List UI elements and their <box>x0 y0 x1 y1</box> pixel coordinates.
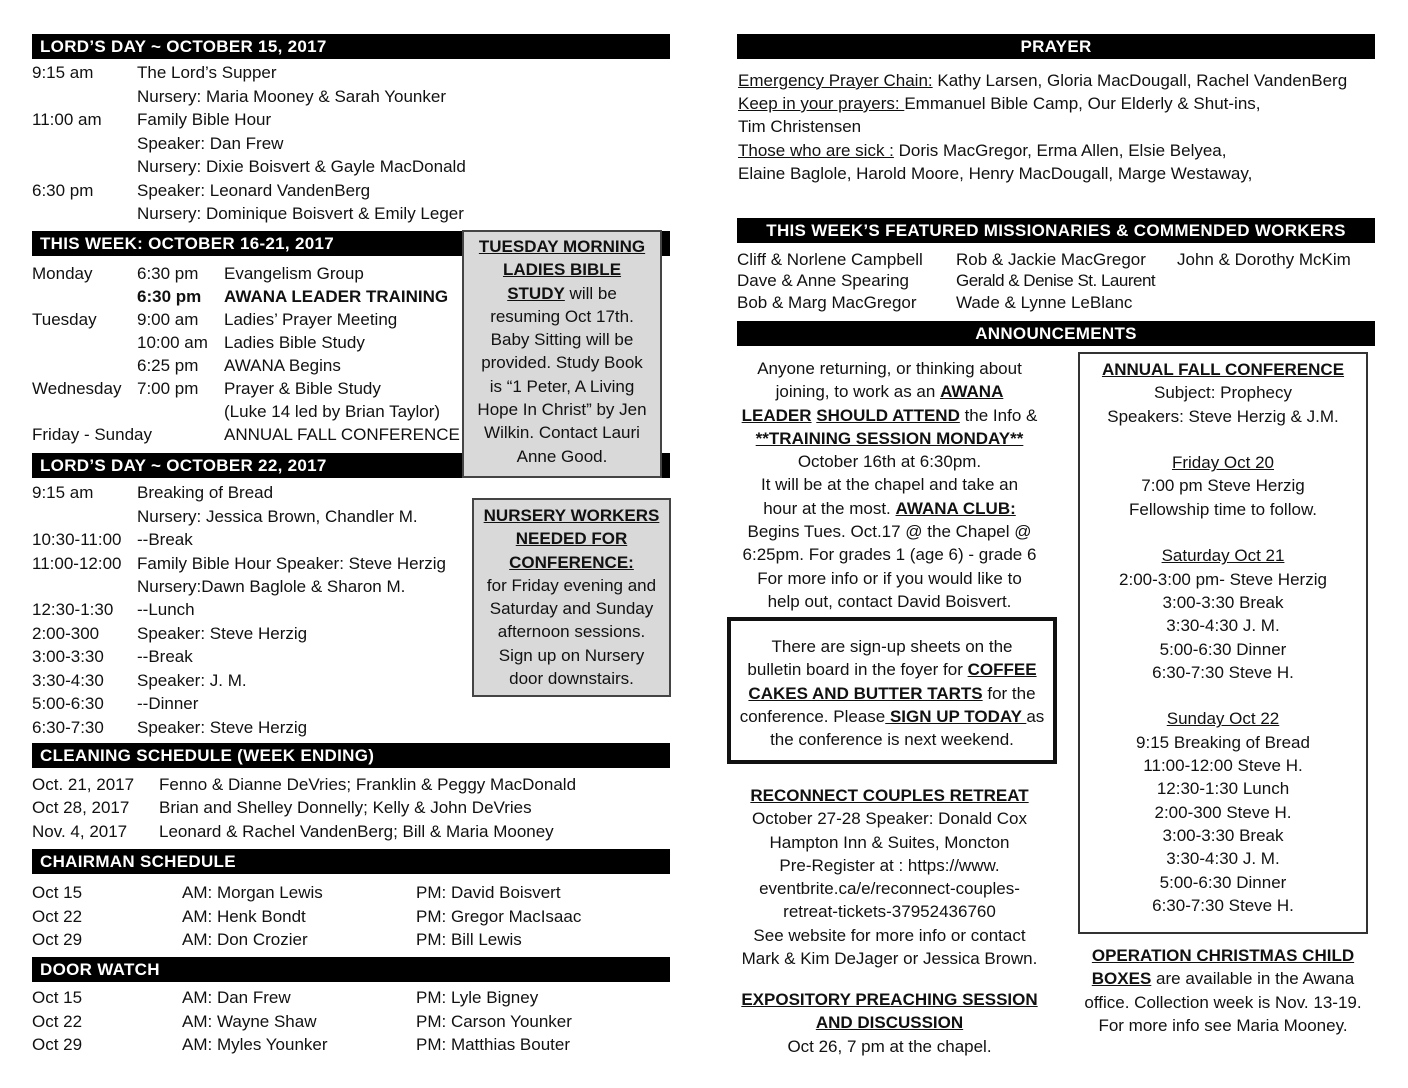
event-cell: Nursery: Maria Mooney & Sarah Younker <box>137 87 446 106</box>
announcement-text: For more info or if you would like to <box>757 568 1022 588</box>
announcement-text: 6:25pm. For grades 1 (age 6) - grade 6 <box>742 545 1037 565</box>
announcement-text: For more info see Maria Mooney. <box>1098 1015 1348 1035</box>
announcement-text: Pre-Register at : https://www. <box>779 855 1000 875</box>
conference-session: 3:30-4:30 J. M. <box>1166 849 1280 869</box>
announcement-emphasis: **TRAINING SESSION MONDAY** <box>755 428 1024 448</box>
retreat-title: RECONNECT COUPLES RETREAT <box>750 786 1029 805</box>
time-cell: 6:30-7:30 <box>32 718 104 737</box>
pm-cell: PM: Carson Younker <box>416 1012 572 1031</box>
notice-title: CONFERENCE: <box>509 552 634 572</box>
prayer-header: PRAYER <box>737 34 1375 59</box>
pm-cell: PM: Matthias Bouter <box>416 1035 571 1054</box>
conference-session: Fellowship time to follow. <box>1128 499 1318 519</box>
sick-line <box>738 139 1226 162</box>
christmas-title: BOXES <box>1091 969 1152 989</box>
date-cell: Oct 29 <box>32 930 83 949</box>
prayer-chain-names: Kathy Larsen, Gloria MacDougall, Rachel VandenBerg <box>932 71 1348 90</box>
keep-in-prayers-text: Emmanuel Bible Camp, Our Elderly & Shut-ins, <box>904 94 1261 113</box>
event-cell: Family Bible Hour <box>137 110 272 129</box>
announcement-text: Anyone returning, or thinking about <box>757 359 1022 378</box>
day-cell: Monday <box>32 264 93 283</box>
am-cell: AM: Wayne Shaw <box>182 1012 317 1031</box>
event-cell: Speaker: J. M. <box>137 671 247 690</box>
conference-day: Sunday Oct 22 <box>1166 709 1280 729</box>
announcement-emphasis: LEADER <box>741 405 812 425</box>
day-cell: Wednesday <box>32 379 122 398</box>
pm-cell: PM: Bill Lewis <box>416 930 522 949</box>
event-cell: Nursery: Dominique Boisvert & Emily Leger <box>137 204 464 223</box>
notice-text: resuming Oct 17th. <box>490 306 634 326</box>
conference-session: 5:00-6:30 Dinner <box>1159 872 1287 892</box>
announcement-text: October 16th at 6:30pm. <box>797 452 982 472</box>
conference-session: 6:30-7:30 Steve H. <box>1152 895 1294 915</box>
event-cell: --Lunch <box>137 600 195 619</box>
names-cell: Leonard & Rachel VandenBerg; Bill & Maria Mooney <box>159 822 554 841</box>
event-cell: Family Bible Hour Speaker: Steve Herzig <box>137 554 446 573</box>
announcement-text: Begins Tues. Oct.17 @ the Chapel @ <box>747 522 1032 542</box>
door-watch-header: DOOR WATCH <box>32 957 670 982</box>
signup-sheets-notice <box>727 617 1057 764</box>
expository-title: EXPOSITORY PREACHING SESSION <box>741 990 1038 1009</box>
date-cell: Oct 15 <box>32 883 83 902</box>
time-cell: 9:00 am <box>137 310 199 329</box>
reconnect-retreat <box>727 784 1052 970</box>
conference-session: 6:30-7:30 Steve H. <box>1152 662 1294 682</box>
keep-in-prayers-line <box>738 92 1261 115</box>
event-cell: --Break <box>137 647 193 666</box>
notice-text: Hope In Christ” by Jen <box>477 400 647 420</box>
time-cell: 3:00-3:30 <box>32 647 104 666</box>
announcement-text: There are sign-up sheets on the <box>771 637 1013 656</box>
time-cell: 6:30 pm <box>137 287 202 306</box>
announcement-text: the conference is next weekend. <box>770 730 1014 750</box>
missionaries-header: THIS WEEK’S FEATURED MISSIONARIES & COMMENDED WORKERS <box>737 218 1375 243</box>
conference-session: 7:00 pm Steve Herzig <box>1141 476 1305 496</box>
missionary-name: Gerald & Denise St. Laurent <box>956 271 1156 290</box>
date-cell: Oct 15 <box>32 988 83 1007</box>
notice-text: provided. Study Book <box>481 353 643 373</box>
awana-announcement <box>727 357 1052 613</box>
prayer-chain-label: Emergency Prayer Chain: <box>738 71 933 90</box>
lords-day-oct22-header: LORD’S DAY ~ OCTOBER 22, 2017 <box>32 453 670 478</box>
notice-text: Saturday and Sunday <box>489 599 654 619</box>
notice-text: afternoon sessions. <box>497 622 646 642</box>
notice-title: STUDY <box>507 283 565 303</box>
christmas-title: OPERATION CHRISTMAS CHILD <box>1091 946 1355 965</box>
pm-cell: PM: David Boisvert <box>416 883 561 902</box>
announcement-emphasis: SHOULD ATTEND <box>816 405 960 425</box>
announcement-text: Mark & Kim DeJager or Jessica Brown. <box>741 949 1038 969</box>
announcement-text: Oct 26, 7 pm at the chapel. <box>787 1036 992 1056</box>
announcement-text: office. Collection week is Nov. 13-19. <box>1084 992 1362 1012</box>
notice-text: Sign up on Nursery <box>498 645 645 665</box>
time-cell: 11:00-12:00 <box>32 554 122 573</box>
conference-session: 5:00-6:30 Dinner <box>1159 639 1287 659</box>
announcement-text: are available in the Awana <box>1151 969 1355 989</box>
announcement-text: It will be at the chapel and take an <box>760 475 1019 495</box>
date-cell: Oct 29 <box>32 1035 83 1054</box>
event-cell: Evangelism Group <box>224 264 364 283</box>
event-cell: (Luke 14 led by Brian Taylor) <box>224 402 441 421</box>
announcement-emphasis: AWANA <box>940 382 1004 402</box>
conference-session: 2:00-300 Steve H. <box>1154 802 1292 822</box>
missionary-name: Bob & Marg MacGregor <box>737 293 917 312</box>
time-cell: 11:00 am <box>32 110 102 129</box>
date-cell: Oct. 21, 2017 <box>32 775 135 794</box>
time-cell: 6:30 pm <box>32 181 94 200</box>
announcement-emphasis: CAKES AND BUTTER TARTS <box>748 683 983 703</box>
event-cell: Speaker: Steve Herzig <box>137 718 308 737</box>
event-cell: ANNUAL FALL CONFERENCE <box>224 425 460 444</box>
day-cell: Friday - Sunday <box>32 425 152 444</box>
conference-session: 9:15 Breaking of Bread <box>1136 732 1310 752</box>
announcement-text: October 27-28 Speaker: Donald Cox <box>752 809 1027 829</box>
retreat-url: retreat-tickets-37952436760 <box>783 902 996 922</box>
announcement-text: for the <box>982 683 1036 703</box>
conference-session: 2:00-3:00 pm- Steve Herzig <box>1119 569 1327 589</box>
date-cell: Nov. 4, 2017 <box>32 822 128 841</box>
announcement-text: hour at the most. <box>763 498 896 518</box>
missionary-name: John & Dorothy McKim <box>1177 250 1351 269</box>
nursery-workers-notice <box>472 498 671 697</box>
announcements-header: ANNOUNCEMENTS <box>737 321 1375 346</box>
notice-title: NURSERY WORKERS <box>483 506 660 525</box>
time-cell: 3:30-4:30 <box>32 671 104 690</box>
notice-text: door downstairs. <box>509 669 634 689</box>
time-cell: 7:00 pm <box>137 379 199 398</box>
missionary-name: Rob & Jackie MacGregor <box>956 250 1146 269</box>
event-cell: --Break <box>137 530 193 549</box>
time-cell: 6:30 pm <box>137 264 199 283</box>
names-cell: Brian and Shelley Donnelly; Kelly & John DeVries <box>159 798 532 817</box>
notice-text: Anne Good. <box>516 446 608 466</box>
notice-text: for Friday evening and <box>486 575 657 595</box>
missionary-name: Wade & Lynne LeBlanc <box>956 293 1133 312</box>
operation-christmas-child <box>1068 944 1378 1037</box>
prayer-chain-line <box>738 69 1347 92</box>
conference-session: 3:00-3:30 Break <box>1162 825 1284 845</box>
conference-day: Saturday Oct 21 <box>1161 546 1285 566</box>
notice-title: LADIES BIBLE <box>502 260 622 280</box>
event-cell: Speaker: Dan Frew <box>137 134 284 153</box>
time-cell: 2:00-300 <box>32 624 100 643</box>
event-cell: Breaking of Bread <box>137 483 274 502</box>
sick-names: Doris MacGregor, Erma Allen, Elsie Belyea, <box>893 141 1227 160</box>
conference-session: 12:30-1:30 Lunch <box>1156 779 1290 799</box>
conference-session: 3:30-4:30 J. M. <box>1166 616 1280 636</box>
conference-day: Friday Oct 20 <box>1171 453 1275 473</box>
announcement-text: joining, to work as an <box>775 382 941 402</box>
time-cell: 6:25 pm <box>137 356 199 375</box>
keep-in-prayers-label: Keep in your prayers: <box>738 94 905 113</box>
sick-label: Those who are sick : <box>738 141 894 160</box>
notice-text: will be <box>564 283 617 303</box>
ladies-bible-study-notice <box>462 230 662 478</box>
date-cell: Oct 28, 2017 <box>32 798 130 817</box>
time-cell: 5:00-6:30 <box>32 694 104 713</box>
missionary-name: Cliff & Norlene Campbell <box>737 250 923 269</box>
notice-text: Wilkin. Contact Lauri <box>484 423 640 443</box>
time-cell: 12:30-1:30 <box>32 600 114 619</box>
announcement-emphasis: SIGN UP TODAY <box>885 706 1027 726</box>
announcement-text: the Info & <box>959 405 1038 425</box>
announcement-text: as <box>1026 706 1045 726</box>
cleaning-schedule-header: CLEANING SCHEDULE (WEEK ENDING) <box>32 743 670 768</box>
notice-text: is “1 Peter, A Living <box>489 376 635 396</box>
event-cell: Nursery: Jessica Brown, Chandler M. <box>137 507 418 526</box>
event-cell: Nursery:Dawn Baglole & Sharon M. <box>137 577 406 596</box>
notice-text: Baby Sitting will be <box>490 330 634 350</box>
event-cell: Nursery: Dixie Boisvert & Gayle MacDonald <box>137 157 466 176</box>
event-cell: AWANA Begins <box>224 356 341 375</box>
am-cell: AM: Dan Frew <box>182 988 291 1007</box>
notice-title: NEEDED FOR <box>515 529 628 549</box>
conference-session: 11:00-12:00 Steve H. <box>1143 756 1303 776</box>
date-cell: Oct 22 <box>32 907 83 926</box>
names-cell: Fenno & Dianne DeVries; Franklin & Peggy MacDonald <box>159 775 577 794</box>
announcement-emphasis: AWANA CLUB: <box>895 498 1016 518</box>
event-cell: AWANA LEADER TRAINING <box>224 287 449 306</box>
am-cell: AM: Morgan Lewis <box>182 883 323 902</box>
am-cell: AM: Don Crozier <box>182 930 308 949</box>
am-cell: AM: Henk Bondt <box>182 907 306 926</box>
annual-fall-conference <box>1078 352 1368 934</box>
event-cell: Speaker: Steve Herzig <box>137 624 308 643</box>
expository-title: AND DISCUSSION <box>815 1013 964 1033</box>
sick-names: Elaine Baglole, Harold Moore, Henry MacDougall, Marge Westaway, <box>738 164 1253 183</box>
conference-subject: Subject: Prophecy <box>1154 383 1292 403</box>
announcement-emphasis: COFFEE <box>967 660 1037 680</box>
event-cell: Ladies Bible Study <box>224 333 365 352</box>
announcement-text: conference. Please <box>739 706 886 726</box>
retreat-url: eventbrite.ca/e/reconnect-couples- <box>759 879 1020 899</box>
time-cell: 10:00 am <box>137 333 208 352</box>
missionary-name: Dave & Anne Spearing <box>737 271 910 290</box>
time-cell: 9:15 am <box>32 63 94 82</box>
time-cell: 9:15 am <box>32 483 94 502</box>
event-cell: The Lord’s Supper <box>137 63 277 82</box>
announcement-text: help out, contact David Boisvert. <box>767 591 1012 611</box>
event-cell: --Dinner <box>137 694 199 713</box>
notice-title: TUESDAY MORNING <box>478 237 646 256</box>
announcement-text: Hampton Inn & Suites, Moncton <box>769 832 1010 852</box>
pm-cell: PM: Lyle Bigney <box>416 988 539 1007</box>
announcement-text: bulletin board in the foyer for <box>747 660 968 680</box>
time-cell: 10:30-11:00 <box>32 530 122 549</box>
date-cell: Oct 22 <box>32 1012 83 1031</box>
day-cell: Tuesday <box>32 310 97 329</box>
conference-session: 3:00-3:30 Break <box>1162 592 1284 612</box>
event-cell: Speaker: Leonard VandenBerg <box>137 181 371 200</box>
this-week-header: THIS WEEK: OCTOBER 16-21, 2017 <box>32 231 670 256</box>
pm-cell: PM: Gregor MacIsaac <box>416 907 582 926</box>
announcement-text: See website for more info or contact <box>753 925 1026 945</box>
event-cell: Prayer & Bible Study <box>224 379 381 398</box>
conference-title: ANNUAL FALL CONFERENCE <box>1101 360 1345 379</box>
chairman-schedule-header: CHAIRMAN SCHEDULE <box>32 849 670 874</box>
event-cell: Ladies’ Prayer Meeting <box>224 310 398 329</box>
conference-speakers: Speakers: Steve Herzig & J.M. <box>1107 406 1339 426</box>
expository-preaching <box>727 988 1052 1058</box>
am-cell: AM: Myles Younker <box>182 1035 328 1054</box>
keep-in-prayers-text: Tim Christensen <box>738 117 862 136</box>
lords-day-oct15-header: LORD’S DAY ~ OCTOBER 15, 2017 <box>32 34 670 59</box>
